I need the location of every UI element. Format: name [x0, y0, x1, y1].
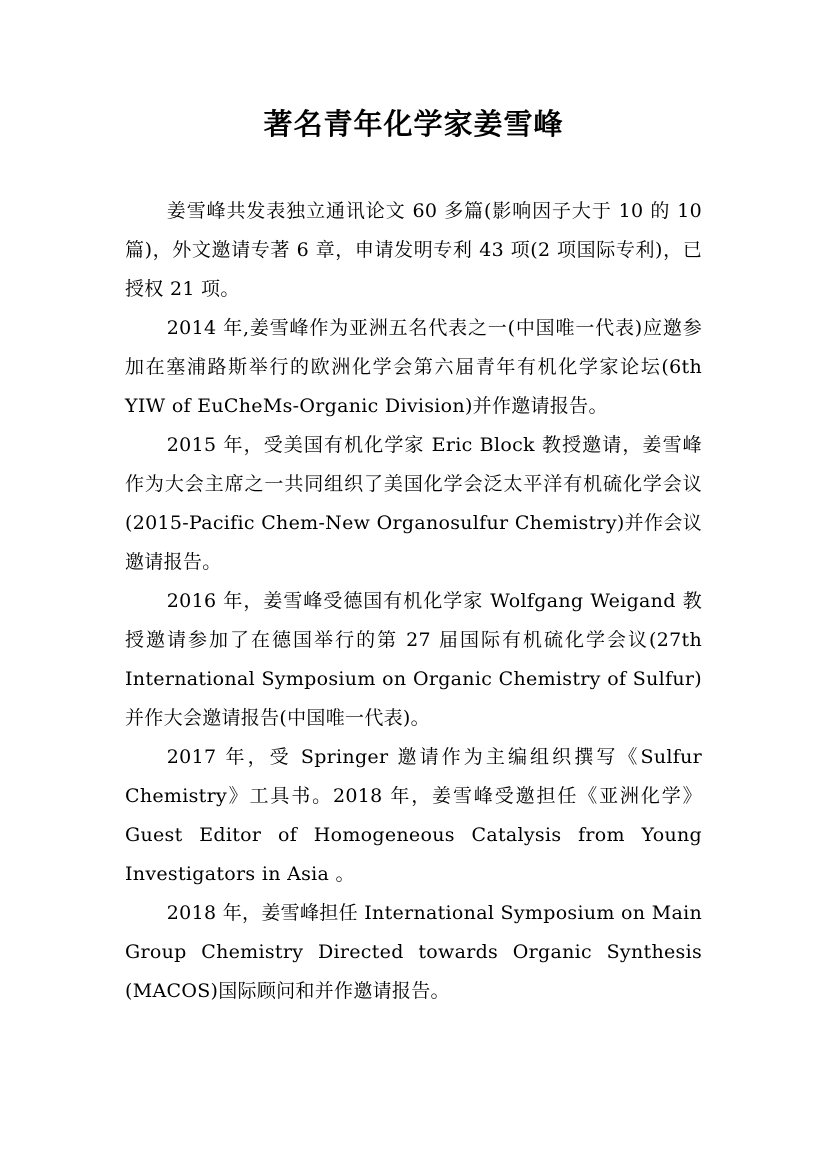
- document-title: 著名青年化学家姜雪峰: [263, 107, 564, 141]
- paragraph-2015: 2015 年，受美国有机化学家 Eric Block 教授邀请，姜雪峰作为大会主席之一共同组织了美国化学会泛太平洋有机硫化学会议(2015-Pacific Chem-New Organosulfur Chemistry)并作会议邀请报告。: [125, 434, 702, 573]
- paragraph-2018: 2018 年，姜雪峰担任 International Symposium on Main Group Chemistry Directed towards Organic Synthesis (MACOS)国际顾问和并作邀请报告。: [125, 902, 702, 1002]
- paragraph-2017: 2017 年，受 Springer 邀请作为主编组织撰写《Sulfur Chemistry》工具书。2018 年，姜雪峰受邀担任《亚洲化学》Guest Editor of Homogeneous Catalysis from Young Investigators in Asia 。: [125, 746, 702, 885]
- paragraph-2016: 2016 年，姜雪峰受德国有机化学家 Wolfgang Weigand 教授邀请参加了在德国举行的第 27 届国际有机硫化学会议(27th International Symposium on Organic Chemistry of Sulfur)并作大会邀请报告(中国唯一代表)。: [125, 590, 702, 729]
- paragraph-publications: 姜雪峰共发表独立通讯论文 60 多篇(影响因子大于 10 的 10 篇)，外文邀请专著 6 章，申请发明专利 43 项(2 项国际专利)，已授权 21 项。: [125, 200, 702, 300]
- document-body: [125, 192, 702, 1011]
- paragraph-2014: 2014 年,姜雪峰作为亚洲五名代表之一(中国唯一代表)应邀参加在塞浦路斯举行的欧洲化学会第六届青年有机化学家论坛(6th YIW of EuCheMs-Organic Division)并作邀请报告。: [125, 317, 702, 417]
